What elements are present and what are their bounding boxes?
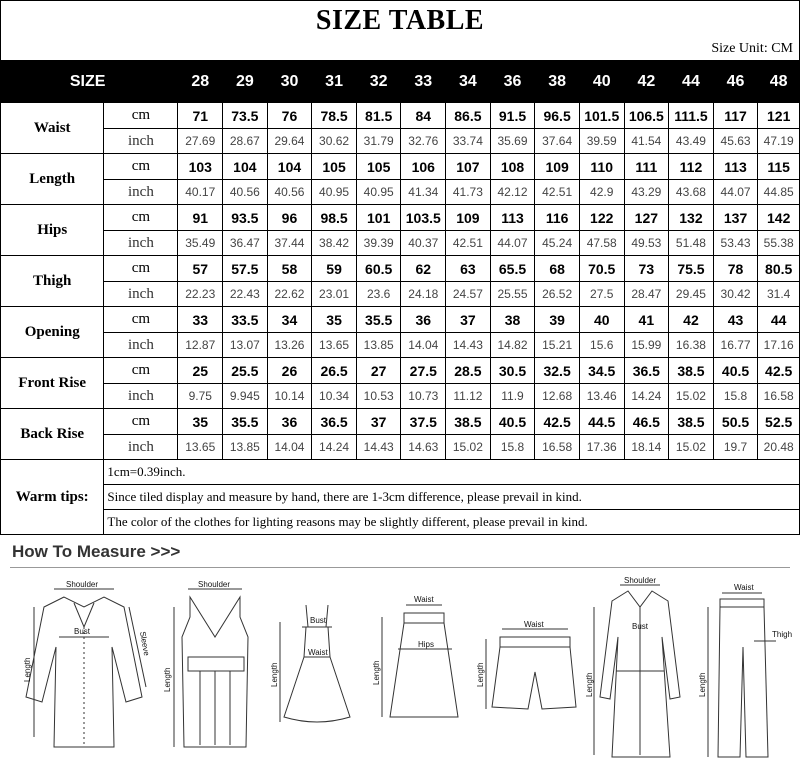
cm-value-cell: 50.5 xyxy=(713,409,758,435)
skirt-icon xyxy=(372,577,462,759)
measure-row-cm xyxy=(1,307,800,333)
measure-label: Hips xyxy=(1,205,104,256)
inch-value-cell: 11.12 xyxy=(446,384,491,409)
page-title: SIZE TABLE xyxy=(315,5,485,36)
cm-value-cell: 71 xyxy=(178,103,223,129)
inch-value-cell: 16.77 xyxy=(713,333,758,358)
inch-value-cell: 25.55 xyxy=(490,282,535,307)
inch-value-cell: 35.69 xyxy=(490,129,535,154)
inch-value-cell: 15.6 xyxy=(579,333,624,358)
inch-value-cell: 41.54 xyxy=(624,129,669,154)
cm-value-cell: 93.5 xyxy=(223,205,268,231)
size-header-cell: 36 xyxy=(490,61,535,103)
how-to-measure-section xyxy=(0,537,800,763)
cm-value-cell: 127 xyxy=(624,205,669,231)
cm-value-cell: 28.5 xyxy=(446,358,491,384)
cm-value-cell: 39 xyxy=(535,307,580,333)
inch-value-cell: 28.47 xyxy=(624,282,669,307)
measure-row-cm xyxy=(1,154,800,180)
inch-value-cell: 15.8 xyxy=(713,384,758,409)
size-header-label: SIZE xyxy=(1,61,178,103)
unit-inch-label: inch xyxy=(104,435,178,460)
shorts-icon xyxy=(476,577,580,759)
inch-value-cell: 43.68 xyxy=(669,180,714,205)
inch-value-cell: 51.48 xyxy=(669,231,714,256)
inch-value-cell: 14.24 xyxy=(624,384,669,409)
dress-bust-label: Bust xyxy=(310,616,327,625)
inch-value-cell: 10.14 xyxy=(267,384,312,409)
cm-value-cell: 109 xyxy=(535,154,580,180)
measure-row-cm xyxy=(1,358,800,384)
inch-value-cell: 9.945 xyxy=(223,384,268,409)
inch-value-cell: 15.99 xyxy=(624,333,669,358)
measure-row-inch xyxy=(1,435,800,460)
inch-value-cell: 45.24 xyxy=(535,231,580,256)
cm-value-cell: 78.5 xyxy=(312,103,357,129)
cm-value-cell: 112 xyxy=(669,154,714,180)
pants-diagram xyxy=(698,577,798,759)
inch-value-cell: 35.49 xyxy=(178,231,223,256)
cm-value-cell: 111 xyxy=(624,154,669,180)
inch-value-cell: 13.65 xyxy=(178,435,223,460)
size-header-cell: 29 xyxy=(223,61,268,103)
size-header-cell: 42 xyxy=(624,61,669,103)
cm-value-cell: 35.5 xyxy=(356,307,401,333)
inch-value-cell: 24.18 xyxy=(401,282,446,307)
shorts-waist-label: Waist xyxy=(524,620,544,629)
cm-value-cell: 37 xyxy=(356,409,401,435)
inch-value-cell: 49.53 xyxy=(624,231,669,256)
coat-icon xyxy=(585,576,690,759)
cm-value-cell: 78 xyxy=(713,256,758,282)
inch-value-cell: 44.85 xyxy=(758,180,800,205)
measure-label: Opening xyxy=(1,307,104,358)
unit-cm-label: cm xyxy=(104,205,178,231)
size-header-cell: 32 xyxy=(356,61,401,103)
inch-value-cell: 47.58 xyxy=(579,231,624,256)
size-table xyxy=(0,60,800,535)
measure-row-inch xyxy=(1,180,800,205)
cm-value-cell: 110 xyxy=(579,154,624,180)
cm-value-cell: 38 xyxy=(490,307,535,333)
skirt-diagram xyxy=(372,577,462,759)
unit-cm-label: cm xyxy=(104,358,178,384)
inch-value-cell: 37.64 xyxy=(535,129,580,154)
cm-value-cell: 75.5 xyxy=(669,256,714,282)
unit-inch-label: inch xyxy=(104,129,178,154)
size-header-row xyxy=(1,61,800,103)
size-header-cell: 31 xyxy=(312,61,357,103)
inch-value-cell: 40.37 xyxy=(401,231,446,256)
blouse-icon xyxy=(14,577,154,759)
unit-inch-label: inch xyxy=(104,180,178,205)
inch-value-cell: 23.01 xyxy=(312,282,357,307)
cm-value-cell: 104 xyxy=(223,154,268,180)
cm-value-cell: 103 xyxy=(178,154,223,180)
inch-value-cell: 31.79 xyxy=(356,129,401,154)
inch-value-cell: 14.24 xyxy=(312,435,357,460)
inch-value-cell: 15.02 xyxy=(446,435,491,460)
cm-value-cell: 107 xyxy=(446,154,491,180)
cm-value-cell: 73 xyxy=(624,256,669,282)
inch-value-cell: 13.85 xyxy=(356,333,401,358)
cm-value-cell: 36.5 xyxy=(312,409,357,435)
inch-value-cell: 13.46 xyxy=(579,384,624,409)
inch-value-cell: 44.07 xyxy=(713,180,758,205)
cm-value-cell: 33.5 xyxy=(223,307,268,333)
cm-value-cell: 44 xyxy=(758,307,800,333)
section-divider xyxy=(10,567,790,568)
inch-value-cell: 47.19 xyxy=(758,129,800,154)
cm-value-cell: 109 xyxy=(446,205,491,231)
size-header-cell: 28 xyxy=(178,61,223,103)
cm-value-cell: 26.5 xyxy=(312,358,357,384)
cm-value-cell: 91.5 xyxy=(490,103,535,129)
cm-value-cell: 35.5 xyxy=(223,409,268,435)
warm-tip-text: 1cm=0.39inch. xyxy=(104,460,800,485)
cm-value-cell: 59 xyxy=(312,256,357,282)
cm-value-cell: 98.5 xyxy=(312,205,357,231)
unit-inch-label: inch xyxy=(104,282,178,307)
cm-value-cell: 105 xyxy=(356,154,401,180)
cm-value-cell: 57.5 xyxy=(223,256,268,282)
inch-value-cell: 23.6 xyxy=(356,282,401,307)
unit-cm-label: cm xyxy=(104,409,178,435)
cm-value-cell: 25.5 xyxy=(223,358,268,384)
coat-shoulder-label: Shoulder xyxy=(624,576,657,585)
title-box xyxy=(0,0,800,61)
inch-value-cell: 13.65 xyxy=(312,333,357,358)
coat-bust-label: Bust xyxy=(632,622,649,631)
inch-value-cell: 28.67 xyxy=(223,129,268,154)
skirt-length-label: Length xyxy=(372,660,381,685)
coat-diagram xyxy=(585,576,690,759)
dress-length-label: Length xyxy=(270,662,279,687)
inch-value-cell: 16.38 xyxy=(669,333,714,358)
shorts-length-label: Length xyxy=(476,662,485,687)
size-header-cell: 38 xyxy=(535,61,580,103)
inch-value-cell: 30.42 xyxy=(713,282,758,307)
coat-length-label: Length xyxy=(585,672,594,697)
measure-row-cm xyxy=(1,103,800,129)
cm-value-cell: 36 xyxy=(401,307,446,333)
inch-value-cell: 45.63 xyxy=(713,129,758,154)
cm-value-cell: 122 xyxy=(579,205,624,231)
cm-value-cell: 27.5 xyxy=(401,358,446,384)
inch-value-cell: 31.4 xyxy=(758,282,800,307)
cm-value-cell: 70.5 xyxy=(579,256,624,282)
inch-value-cell: 15.02 xyxy=(669,384,714,409)
unit-cm-label: cm xyxy=(104,256,178,282)
inch-value-cell: 44.07 xyxy=(490,231,535,256)
vest-diagram xyxy=(160,577,260,759)
pants-thigh-label: Thigh xyxy=(772,630,793,639)
inch-value-cell: 14.43 xyxy=(446,333,491,358)
inch-value-cell: 41.34 xyxy=(401,180,446,205)
inch-value-cell: 27.69 xyxy=(178,129,223,154)
inch-value-cell: 10.53 xyxy=(356,384,401,409)
cm-value-cell: 103.5 xyxy=(401,205,446,231)
cm-value-cell: 121 xyxy=(758,103,800,129)
dress-diagram xyxy=(272,577,362,759)
size-header-cell: 30 xyxy=(267,61,312,103)
inch-value-cell: 42.12 xyxy=(490,180,535,205)
cm-value-cell: 37.5 xyxy=(401,409,446,435)
cm-value-cell: 115 xyxy=(758,154,800,180)
inch-value-cell: 12.68 xyxy=(535,384,580,409)
pants-length-label: Length xyxy=(698,672,707,697)
measure-row-inch xyxy=(1,384,800,409)
cm-value-cell: 35 xyxy=(312,307,357,333)
measure-row-inch xyxy=(1,282,800,307)
inch-value-cell: 22.23 xyxy=(178,282,223,307)
cm-value-cell: 42.5 xyxy=(758,358,800,384)
warm-tip-row xyxy=(1,510,800,535)
measure-row-cm xyxy=(1,256,800,282)
cm-value-cell: 65.5 xyxy=(490,256,535,282)
inch-value-cell: 14.43 xyxy=(356,435,401,460)
inch-value-cell: 29.64 xyxy=(267,129,312,154)
size-header-cell: 40 xyxy=(579,61,624,103)
inch-value-cell: 14.63 xyxy=(401,435,446,460)
inch-value-cell: 22.43 xyxy=(223,282,268,307)
cm-value-cell: 57 xyxy=(178,256,223,282)
inch-value-cell: 13.26 xyxy=(267,333,312,358)
inch-value-cell: 53.43 xyxy=(713,231,758,256)
inch-value-cell: 22.62 xyxy=(267,282,312,307)
blouse-shoulder-label: Shoulder xyxy=(66,580,99,589)
cm-value-cell: 113 xyxy=(490,205,535,231)
cm-value-cell: 38.5 xyxy=(669,409,714,435)
inch-value-cell: 17.36 xyxy=(579,435,624,460)
inch-value-cell: 15.8 xyxy=(490,435,535,460)
cm-value-cell: 116 xyxy=(535,205,580,231)
blouse-bust-label: Bust xyxy=(74,627,91,636)
unit-cm-label: cm xyxy=(104,154,178,180)
cm-value-cell: 52.5 xyxy=(758,409,800,435)
inch-value-cell: 16.58 xyxy=(535,435,580,460)
inch-value-cell: 24.57 xyxy=(446,282,491,307)
cm-value-cell: 43 xyxy=(713,307,758,333)
inch-value-cell: 13.07 xyxy=(223,333,268,358)
skirt-hips-label: Hips xyxy=(418,640,435,649)
cm-value-cell: 142 xyxy=(758,205,800,231)
inch-value-cell: 37.44 xyxy=(267,231,312,256)
cm-value-cell: 36 xyxy=(267,409,312,435)
measure-label: Thigh xyxy=(1,256,104,307)
cm-value-cell: 105 xyxy=(312,154,357,180)
size-header-cell: 48 xyxy=(758,61,800,103)
cm-value-cell: 42.5 xyxy=(535,409,580,435)
measure-row-inch xyxy=(1,231,800,256)
cm-value-cell: 117 xyxy=(713,103,758,129)
cm-value-cell: 38.5 xyxy=(446,409,491,435)
inch-value-cell: 14.04 xyxy=(401,333,446,358)
cm-value-cell: 111.5 xyxy=(669,103,714,129)
inch-value-cell: 38.42 xyxy=(312,231,357,256)
inch-value-cell: 55.38 xyxy=(758,231,800,256)
inch-value-cell: 42.51 xyxy=(446,231,491,256)
inch-value-cell: 41.73 xyxy=(446,180,491,205)
inch-value-cell: 18.14 xyxy=(624,435,669,460)
cm-value-cell: 96.5 xyxy=(535,103,580,129)
inch-value-cell: 14.82 xyxy=(490,333,535,358)
cm-value-cell: 36.5 xyxy=(624,358,669,384)
cm-value-cell: 137 xyxy=(713,205,758,231)
cm-value-cell: 108 xyxy=(490,154,535,180)
cm-value-cell: 132 xyxy=(669,205,714,231)
cm-value-cell: 35 xyxy=(178,409,223,435)
inch-value-cell: 15.21 xyxy=(535,333,580,358)
size-header-cell: 34 xyxy=(446,61,491,103)
cm-value-cell: 113 xyxy=(713,154,758,180)
cm-value-cell: 76 xyxy=(267,103,312,129)
inch-value-cell: 12.87 xyxy=(178,333,223,358)
cm-value-cell: 41 xyxy=(624,307,669,333)
unit-inch-label: inch xyxy=(104,384,178,409)
pants-waist-label: Waist xyxy=(734,583,754,592)
cm-value-cell: 101 xyxy=(356,205,401,231)
cm-value-cell: 63 xyxy=(446,256,491,282)
inch-value-cell: 40.56 xyxy=(223,180,268,205)
cm-value-cell: 106 xyxy=(401,154,446,180)
inch-value-cell: 32.76 xyxy=(401,129,446,154)
inch-value-cell: 27.5 xyxy=(579,282,624,307)
inch-value-cell: 10.73 xyxy=(401,384,446,409)
cm-value-cell: 96 xyxy=(267,205,312,231)
cm-value-cell: 32.5 xyxy=(535,358,580,384)
inch-value-cell: 39.59 xyxy=(579,129,624,154)
inch-value-cell: 16.58 xyxy=(758,384,800,409)
cm-value-cell: 25 xyxy=(178,358,223,384)
cm-value-cell: 33 xyxy=(178,307,223,333)
unit-cm-label: cm xyxy=(104,103,178,129)
inch-value-cell: 43.29 xyxy=(624,180,669,205)
cm-value-cell: 80.5 xyxy=(758,256,800,282)
cm-value-cell: 38.5 xyxy=(669,358,714,384)
cm-value-cell: 42 xyxy=(669,307,714,333)
inch-value-cell: 43.49 xyxy=(669,129,714,154)
size-table-body xyxy=(1,103,800,535)
cm-value-cell: 101.5 xyxy=(579,103,624,129)
blouse-length-label: Length xyxy=(23,657,32,682)
warm-tip-row xyxy=(1,485,800,510)
measure-row-inch xyxy=(1,129,800,154)
measure-label: Front Rise xyxy=(1,358,104,409)
cm-value-cell: 62 xyxy=(401,256,446,282)
inch-value-cell: 42.51 xyxy=(535,180,580,205)
measure-label: Back Rise xyxy=(1,409,104,460)
size-header-cell: 33 xyxy=(401,61,446,103)
measure-row-cm xyxy=(1,205,800,231)
cm-value-cell: 44.5 xyxy=(579,409,624,435)
inch-value-cell: 13.85 xyxy=(223,435,268,460)
inch-value-cell: 26.52 xyxy=(535,282,580,307)
inch-value-cell: 36.47 xyxy=(223,231,268,256)
unit-cm-label: cm xyxy=(104,307,178,333)
warm-tips-label: Warm tips: xyxy=(1,460,104,535)
inch-value-cell: 39.39 xyxy=(356,231,401,256)
measure-row-inch xyxy=(1,333,800,358)
cm-value-cell: 68 xyxy=(535,256,580,282)
cm-value-cell: 34.5 xyxy=(579,358,624,384)
inch-value-cell: 19.7 xyxy=(713,435,758,460)
blouse-diagram xyxy=(14,577,154,759)
inch-value-cell: 40.17 xyxy=(178,180,223,205)
cm-value-cell: 40.5 xyxy=(713,358,758,384)
measure-row-cm xyxy=(1,409,800,435)
cm-value-cell: 40 xyxy=(579,307,624,333)
inch-value-cell: 30.62 xyxy=(312,129,357,154)
cm-value-cell: 106.5 xyxy=(624,103,669,129)
inch-value-cell: 29.45 xyxy=(669,282,714,307)
size-unit-label: Size Unit: CM xyxy=(711,41,793,56)
cm-value-cell: 84 xyxy=(401,103,446,129)
inch-value-cell: 15.02 xyxy=(669,435,714,460)
dress-waist-label: Waist xyxy=(308,648,328,657)
vest-length-label: Length xyxy=(163,667,172,692)
shorts-diagram xyxy=(476,577,580,759)
unit-inch-label: inch xyxy=(104,231,178,256)
skirt-waist-label: Waist xyxy=(414,595,434,604)
inch-value-cell: 40.95 xyxy=(312,180,357,205)
vest-icon xyxy=(160,577,260,759)
size-header-cell: 46 xyxy=(713,61,758,103)
how-to-measure-title: How To Measure >>> xyxy=(12,542,181,561)
cm-value-cell: 40.5 xyxy=(490,409,535,435)
pants-icon xyxy=(698,577,798,759)
inch-value-cell: 14.04 xyxy=(267,435,312,460)
cm-value-cell: 26 xyxy=(267,358,312,384)
inch-value-cell: 42.9 xyxy=(579,180,624,205)
blouse-sleeve-label: Sleeve xyxy=(138,630,152,657)
cm-value-cell: 86.5 xyxy=(446,103,491,129)
cm-value-cell: 27 xyxy=(356,358,401,384)
measure-label: Waist xyxy=(1,103,104,154)
inch-value-cell: 40.56 xyxy=(267,180,312,205)
inch-value-cell: 40.95 xyxy=(356,180,401,205)
inch-value-cell: 10.34 xyxy=(312,384,357,409)
cm-value-cell: 37 xyxy=(446,307,491,333)
cm-value-cell: 34 xyxy=(267,307,312,333)
inch-value-cell: 11.9 xyxy=(490,384,535,409)
size-header-cell: 44 xyxy=(669,61,714,103)
warm-tip-text: The color of the clothes for lighting reasons may be slightly different, please prevail in kind. xyxy=(104,510,800,535)
cm-value-cell: 73.5 xyxy=(223,103,268,129)
measure-label: Length xyxy=(1,154,104,205)
inch-value-cell: 33.74 xyxy=(446,129,491,154)
unit-inch-label: inch xyxy=(104,333,178,358)
cm-value-cell: 81.5 xyxy=(356,103,401,129)
inch-value-cell: 20.48 xyxy=(758,435,800,460)
cm-value-cell: 58 xyxy=(267,256,312,282)
cm-value-cell: 46.5 xyxy=(624,409,669,435)
cm-value-cell: 91 xyxy=(178,205,223,231)
dress-icon xyxy=(272,577,362,759)
cm-value-cell: 60.5 xyxy=(356,256,401,282)
warm-tip-text: Since tiled display and measure by hand, there are 1-3cm difference, please prevail in kind. xyxy=(104,485,800,510)
cm-value-cell: 104 xyxy=(267,154,312,180)
inch-value-cell: 9.75 xyxy=(178,384,223,409)
cm-value-cell: 30.5 xyxy=(490,358,535,384)
vest-shoulder-label: Shoulder xyxy=(198,580,231,589)
inch-value-cell: 17.16 xyxy=(758,333,800,358)
warm-tip-row xyxy=(1,460,800,485)
